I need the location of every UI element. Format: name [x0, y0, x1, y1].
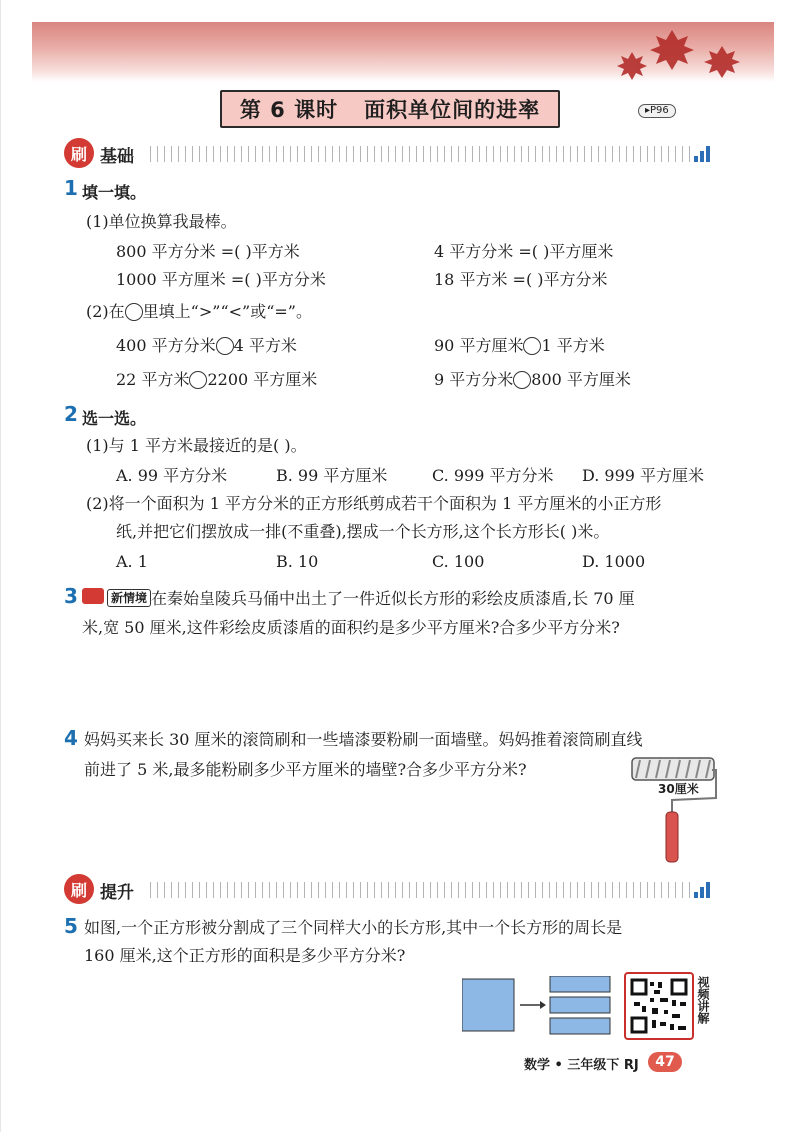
signal-bars-icon	[694, 144, 712, 162]
option-b[interactable]: B. 10	[276, 552, 319, 571]
square-division-figure	[462, 976, 612, 1036]
option-a[interactable]: A. 1	[116, 552, 148, 571]
question-title: 填一填。	[82, 183, 147, 202]
compare-item: 400 平方分米 4 平方米	[116, 336, 297, 355]
compare-circle[interactable]	[216, 337, 234, 355]
qr-code-icon	[626, 974, 692, 1038]
option-c[interactable]: C. 999 平方分米	[432, 466, 554, 485]
figure-label: 30厘米	[658, 782, 699, 796]
compare-circle[interactable]	[513, 371, 531, 389]
signal-bars-icon	[694, 880, 712, 898]
conversion-item: 18 平方米 =( )平方分米	[434, 270, 608, 289]
section-label: 基础	[100, 147, 134, 167]
question-number: 5	[64, 914, 78, 938]
question-text: 米,宽 50 厘米,这件彩绘皮质漆盾的面积约是多少平方厘米?合多少平方分米?	[82, 618, 620, 637]
compare-item: 90 平方厘米 1 平方米	[434, 336, 605, 355]
question-number: 3	[64, 584, 78, 608]
lesson-name: 面积单位间的进率	[364, 98, 541, 122]
option-d[interactable]: D. 999 平方厘米	[582, 466, 705, 485]
compare-circle[interactable]	[189, 371, 207, 389]
header-banner	[32, 22, 774, 82]
question-number: 2	[64, 402, 78, 426]
qr-code[interactable]	[624, 972, 694, 1040]
compare-circle[interactable]	[523, 337, 541, 355]
video-explanation-label: 视频讲解	[696, 976, 710, 1024]
new-scenario-tag: 新情境	[107, 589, 151, 607]
page-reference: ▸P96	[638, 104, 676, 118]
question-number: 4	[64, 726, 78, 750]
conversion-item: 1000 平方厘米 =( )平方分米	[116, 270, 326, 289]
subquestion-title: (1)单位换算我最棒。	[86, 212, 237, 231]
compare-circle[interactable]	[125, 303, 143, 321]
question-text: 160 厘米,这个正方形的面积是多少平方分米?	[84, 946, 406, 965]
footer-text: 数学 • 三年级下 RJ	[524, 1058, 639, 1073]
square-diagram-icon	[462, 976, 612, 1036]
section-badge: 刷	[64, 138, 94, 168]
question-title: 选一选。	[82, 409, 147, 428]
question-text: 新情境 在秦始皇陵兵马俑中出土了一件近似长方形的彩绘皮质漆盾,长 70 厘	[82, 588, 635, 609]
question-stem: 纸,并把它们摆放成一排(不重叠),摆成一个长方形,这个长方形长( )米。	[116, 522, 610, 541]
section-basic-bar	[64, 136, 712, 170]
ruler-ticks	[150, 146, 690, 162]
ruler-ticks	[150, 882, 690, 898]
page-number: 47	[648, 1052, 682, 1072]
question-text: 如图,一个正方形被分割成了三个同样大小的长方形,其中一个长方形的周长是	[84, 918, 623, 937]
section-badge: 刷	[64, 874, 94, 904]
question-text: 妈妈买来长 30 厘米的滚筒刷和一些墙漆要粉刷一面墙壁。妈妈推着滚筒刷直线	[84, 730, 643, 749]
question-text: 前进了 5 米,最多能粉刷多少平方厘米的墙壁?合多少平方分米?	[84, 760, 527, 779]
subquestion-title: (2)在 里填上“>”“<”或“=”。	[86, 302, 312, 321]
compare-item: 9 平方分米 800 平方厘米	[434, 370, 631, 389]
maple-leaves-icon	[32, 22, 774, 82]
option-b[interactable]: B. 99 平方厘米	[276, 466, 388, 485]
paint-roller-icon	[628, 754, 718, 866]
question-number: 1	[64, 176, 78, 200]
conversion-item: 800 平方分米 =( )平方米	[116, 242, 300, 261]
question-stem: (1)与 1 平方米最接近的是( )。	[86, 436, 307, 455]
question-stem: (2)将一个面积为 1 平方分米的正方形纸剪成若干个面积为 1 平方厘米的小正方形	[86, 494, 662, 513]
conversion-item: 4 平方分米 =( )平方厘米	[434, 242, 614, 261]
option-d[interactable]: D. 1000	[582, 552, 646, 571]
option-c[interactable]: C. 100	[432, 552, 485, 571]
lesson-number: 第 6 课时	[239, 98, 339, 122]
section-label: 提升	[100, 883, 134, 903]
compare-item: 22 平方米 2200 平方厘米	[116, 370, 318, 389]
section-advanced-bar	[64, 872, 712, 906]
umbrella-icon	[82, 588, 104, 604]
lesson-title	[220, 90, 560, 128]
option-a[interactable]: A. 99 平方分米	[116, 466, 228, 485]
paint-roller-figure	[628, 754, 718, 866]
